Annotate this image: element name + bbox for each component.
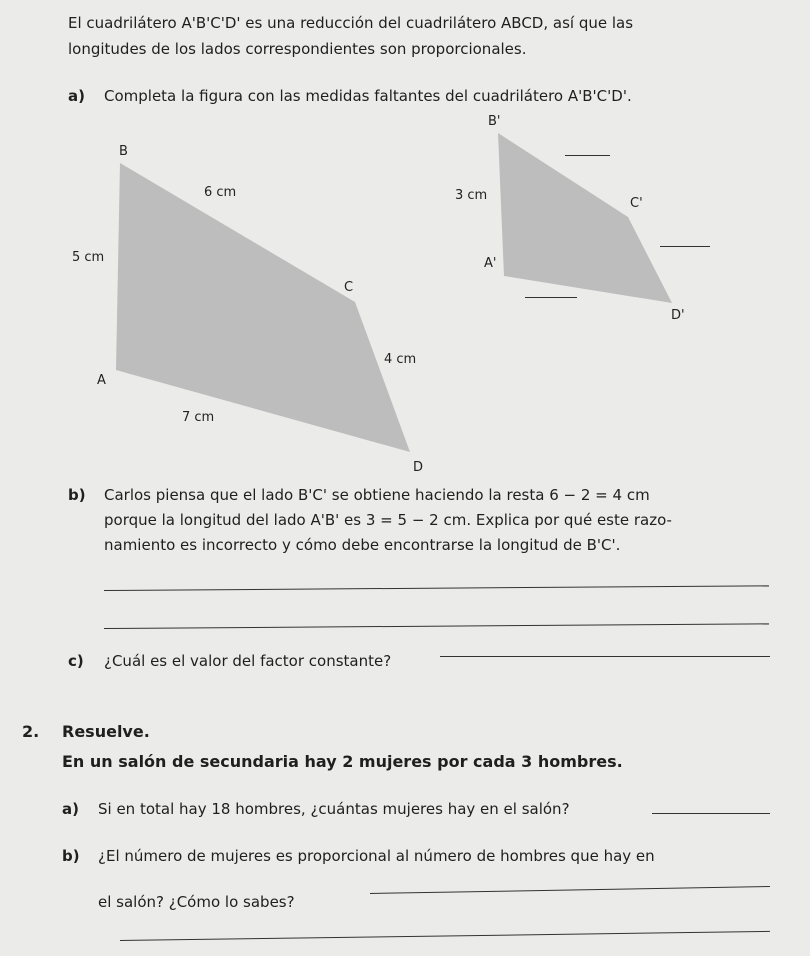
answer-blank-c-prime-d-prime[interactable] <box>660 246 710 247</box>
vertex-label-c: C <box>344 280 354 295</box>
measure-a-prime-b-prime: 3 cm <box>455 188 488 203</box>
measure-cd: 4 cm <box>384 352 417 367</box>
quadrilateral-abcd <box>116 163 410 452</box>
question-c-marker: c) <box>68 652 84 670</box>
measure-ab: 5 cm <box>72 250 105 265</box>
question-b-marker: b) <box>68 486 86 504</box>
question-b-line-3: namiento es incorrecto y cómo debe encontrarse la longitud de B'C'. <box>104 536 621 554</box>
section-2-number: 2. <box>22 722 40 741</box>
measure-ad: 7 cm <box>182 410 215 425</box>
answer-line-2a[interactable] <box>652 813 770 814</box>
answer-blank-b-prime-c-prime[interactable] <box>565 155 610 156</box>
vertex-label-b: B <box>119 144 128 159</box>
answer-line-c[interactable] <box>440 656 770 657</box>
section-2-title: Resuelve. <box>62 722 150 741</box>
question-2b-marker: b) <box>62 847 80 865</box>
problem-statement: En un salón de secundaria hay 2 mujeres por cada 3 hombres. <box>62 752 623 771</box>
measure-bc: 6 cm <box>204 185 237 200</box>
quadrilateral-a-prime-b-prime-c-prime-d-prime <box>498 133 672 303</box>
question-2b-line-2: el salón? ¿Cómo lo sabes? <box>98 893 295 911</box>
question-b-line-2: porque la longitud del lado A'B' es 3 = 5 − 2 cm. Explica por qué este razo- <box>104 511 672 529</box>
vertex-label-c-prime: C' <box>630 196 643 211</box>
vertex-label-d-prime: D' <box>671 308 685 323</box>
intro-line-2: longitudes de los lados correspondientes son proporcionales. <box>68 40 527 58</box>
vertex-label-a: A <box>97 373 106 388</box>
question-a-text: Completa la figura con las medidas faltantes del cuadrilátero A'B'C'D'. <box>104 87 632 105</box>
question-2b-line-1: ¿El número de mujeres es proporcional al número de hombres que hay en <box>98 847 655 865</box>
vertex-label-b-prime: B' <box>488 114 501 129</box>
question-2a-text: Si en total hay 18 hombres, ¿cuántas mujeres hay en el salón? <box>98 800 570 818</box>
question-2a-marker: a) <box>62 800 79 818</box>
vertex-label-d: D <box>413 460 424 475</box>
question-b-line-1: Carlos piensa que el lado B'C' se obtiene haciendo la resta 6 − 2 = 4 cm <box>104 486 650 504</box>
vertex-label-a-prime: A' <box>484 256 497 271</box>
question-c-text: ¿Cuál es el valor del factor constante? <box>104 652 392 670</box>
question-a-marker: a) <box>68 87 85 105</box>
answer-blank-a-prime-d-prime[interactable] <box>525 297 577 298</box>
intro-line-1: El cuadrilátero A'B'C'D' es una reducción del cuadrilátero ABCD, así que las <box>68 14 634 32</box>
